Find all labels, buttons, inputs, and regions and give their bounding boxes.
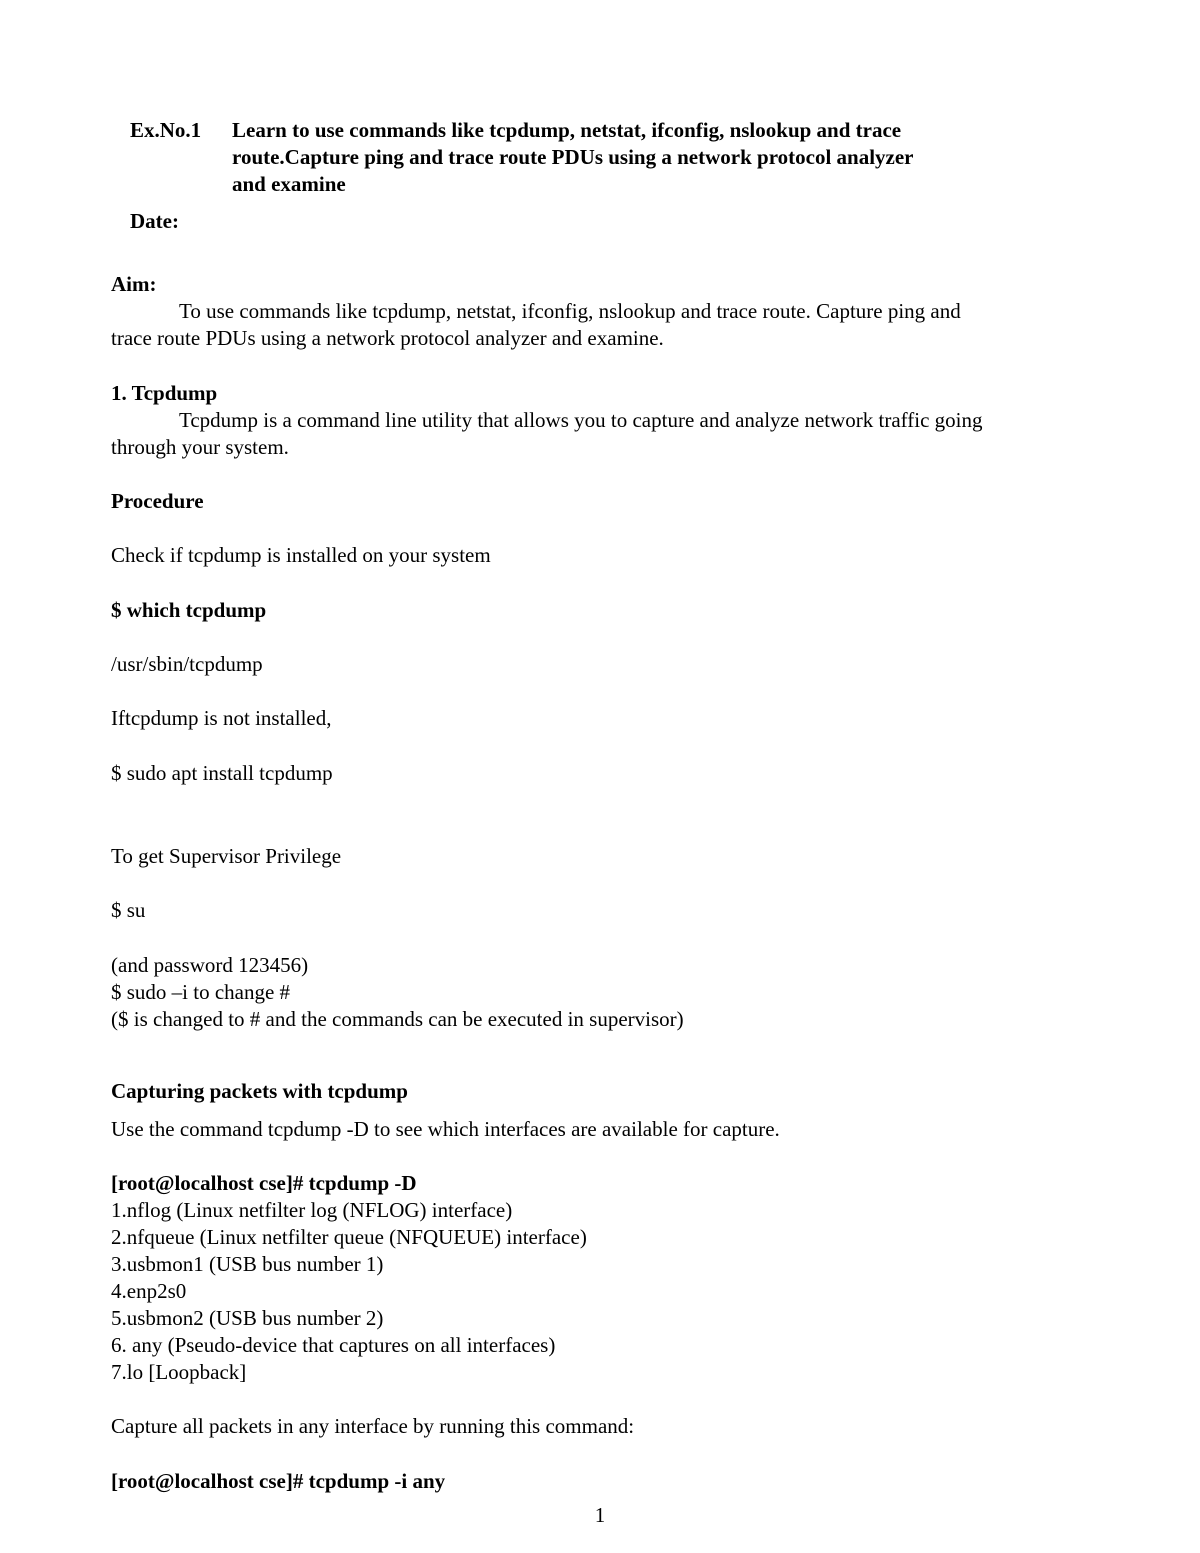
exercise-number: Ex.No.1 — [130, 118, 202, 142]
interface-item: 4.enp2s0 — [111, 1279, 187, 1303]
interface-item: 1.nflog (Linux netfilter log (NFLOG) interface) — [111, 1198, 513, 1222]
not-installed-text: Iftcpdump is not installed, — [111, 706, 332, 730]
aim-text-line-1: To use commands like tcpdump, netstat, ifconfig, nslookup and trace route. Capture ping and — [179, 299, 961, 323]
capturing-heading: Capturing packets with tcpdump — [111, 1079, 408, 1103]
aim-text-line-2: trace route PDUs using a network protocol analyzer and examine. — [111, 326, 664, 350]
list-interfaces-text: Use the command tcpdump -D to see which interfaces are available for capture. — [111, 1117, 780, 1141]
aim-heading: Aim: — [111, 272, 157, 296]
supervisor-text: To get Supervisor Privilege — [111, 844, 342, 868]
section-heading-tcpdump: 1. Tcpdump — [111, 381, 218, 405]
list-interfaces-command: [root@localhost cse]# tcpdump -D — [111, 1171, 417, 1195]
tcpdump-desc-line-1: Tcpdump is a command line utility that allows you to capture and analyze network traffic going — [179, 408, 983, 432]
su-command: $ su — [111, 898, 146, 922]
interface-item: 3.usbmon1 (USB bus number 1) — [111, 1252, 384, 1276]
page-number: 1 — [594, 1503, 606, 1527]
password-note: (and password 123456) — [111, 953, 309, 977]
which-command: $ which tcpdump — [111, 598, 267, 622]
date-label: Date: — [130, 209, 179, 233]
capture-all-text: Capture all packets in any interface by running this command: — [111, 1414, 635, 1438]
interface-item: 7.lo [Loopback] — [111, 1360, 247, 1384]
title-line-1: Learn to use commands like tcpdump, netstat, ifconfig, nslookup and trace — [232, 118, 902, 142]
title-line-3: and examine — [232, 172, 346, 196]
capture-any-command: [root@localhost cse]# tcpdump -i any — [111, 1469, 446, 1493]
supervisor-note: ($ is changed to # and the commands can be executed in supervisor) — [111, 1007, 684, 1031]
sudo-i-command: $ sudo –i to change # — [111, 980, 291, 1004]
title-line-2: route.Capture ping and trace route PDUs using a network protocol analyzer — [232, 145, 914, 169]
tcpdump-desc-line-2: through your system. — [111, 435, 289, 459]
interface-item: 2.nfqueue (Linux netfilter queue (NFQUEUE) interface) — [111, 1225, 587, 1249]
check-installed-text: Check if tcpdump is installed on your system — [111, 543, 491, 567]
which-output: /usr/sbin/tcpdump — [111, 652, 263, 676]
procedure-heading: Procedure — [111, 489, 204, 513]
interface-item: 6. any (Pseudo-device that captures on all interfaces) — [111, 1333, 556, 1357]
exercise-title — [232, 117, 1032, 198]
install-command: $ sudo apt install tcpdump — [111, 761, 333, 785]
interface-item: 5.usbmon2 (USB bus number 2) — [111, 1306, 384, 1330]
